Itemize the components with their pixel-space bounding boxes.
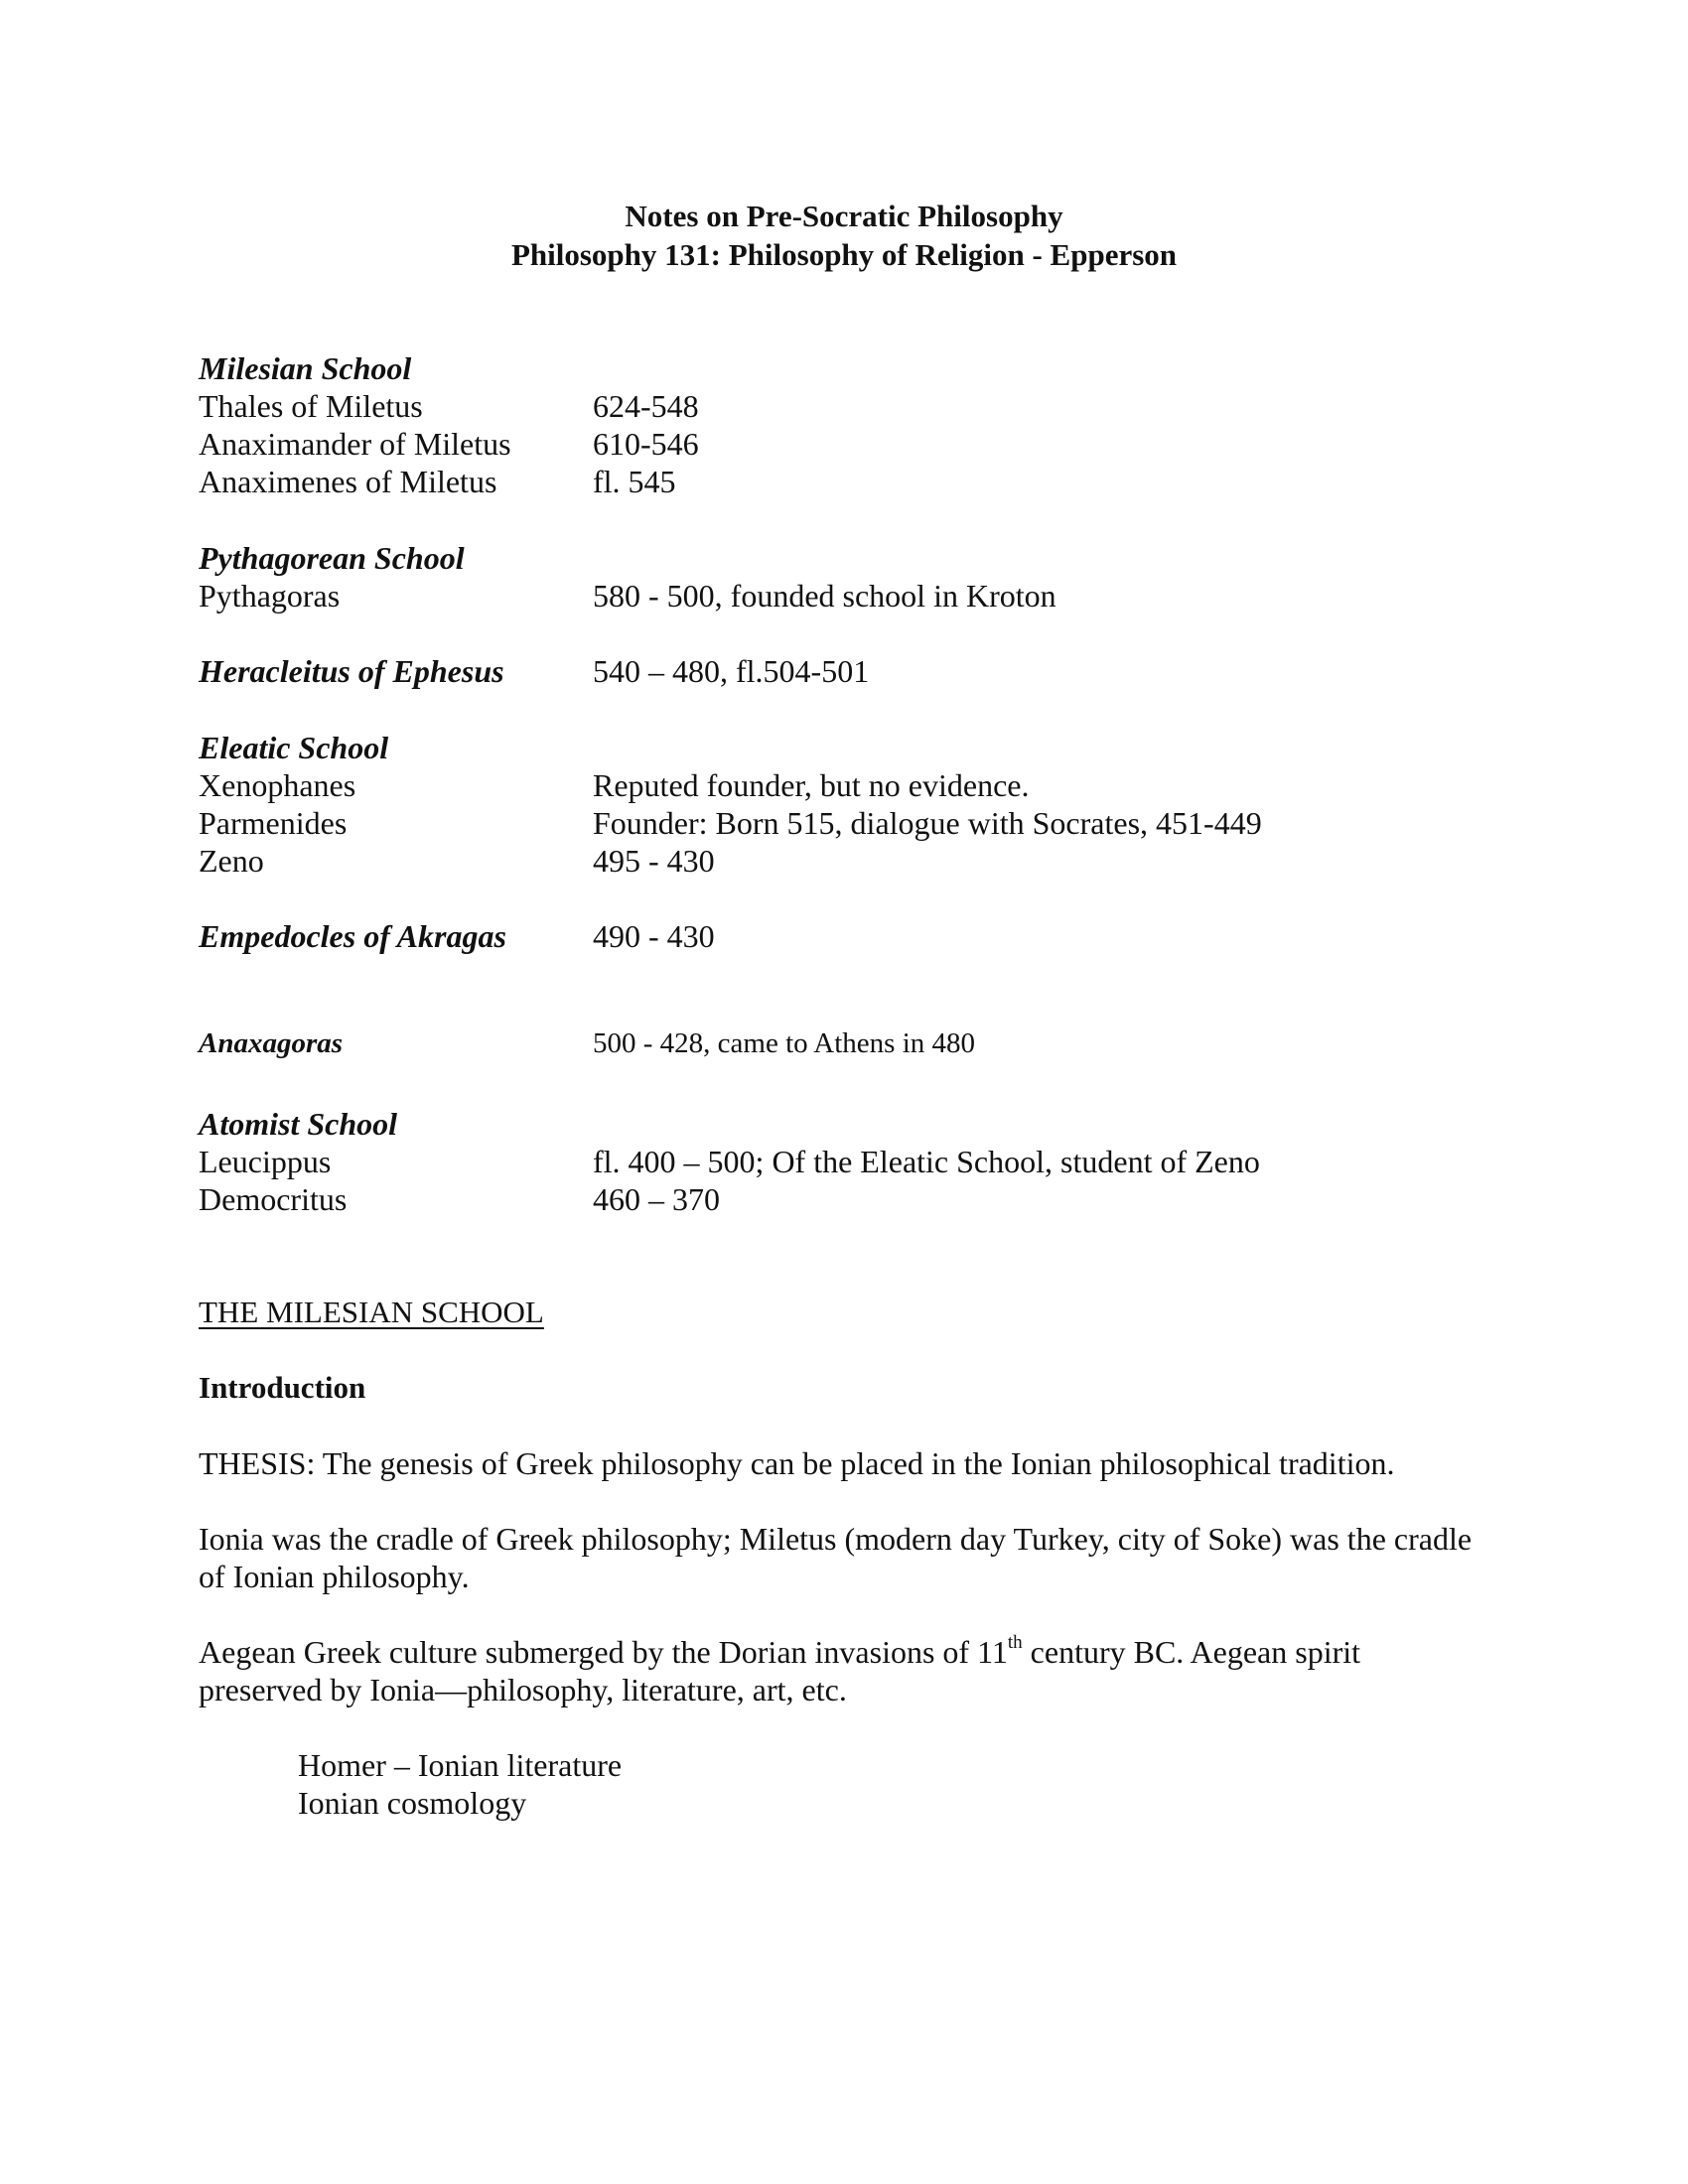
section-title: THE MILESIAN SCHOOL bbox=[199, 1295, 544, 1329]
milesian-heading-row bbox=[199, 349, 1489, 387]
philosopher-name: Thales of Miletus bbox=[199, 388, 423, 424]
timeline-row bbox=[199, 577, 1489, 614]
philosopher-name: Anaximenes of Miletus bbox=[199, 464, 497, 499]
timeline-row bbox=[199, 463, 1489, 500]
pythagorean-heading-row bbox=[199, 539, 1489, 577]
philosopher-name: Democritus bbox=[199, 1181, 348, 1217]
document-title: Notes on Pre-Socratic Philosophy bbox=[625, 199, 1063, 233]
philosopher-dates: 490 - 430 bbox=[593, 918, 715, 954]
eleatic-heading-row bbox=[199, 729, 1489, 766]
timeline-row bbox=[199, 804, 1489, 842]
philosopher-heading: Anaxagoras bbox=[199, 1027, 344, 1059]
aegean-paragraph bbox=[199, 1633, 1489, 1708]
ionia-paragraph: Ionia was the cradle of Greek philosophy; Miletus (modern day Turkey, city of Soke) was the cradle of Ionian philosophy. bbox=[199, 1521, 1473, 1594]
philosopher-name: Anaximander of Miletus bbox=[199, 426, 511, 462]
philosopher-dates: 610-546 bbox=[593, 426, 699, 462]
philosopher-dates: 495 - 430 bbox=[593, 843, 715, 879]
timeline-row bbox=[199, 842, 1489, 880]
philosopher-dates: 540 – 480, fl.504-501 bbox=[593, 653, 870, 689]
philosopher-dates: Founder: Born 515, dialogue with Socrates, 451-449 bbox=[593, 805, 1262, 841]
philosopher-name: Leucippus bbox=[199, 1144, 332, 1179]
philosopher-dates: fl. 400 – 500; Of the Eleatic School, student of Zeno bbox=[593, 1144, 1260, 1179]
introduction-heading: Introduction bbox=[199, 1370, 366, 1405]
philosopher-name: Xenophanes bbox=[199, 767, 356, 803]
timeline-row bbox=[199, 917, 1489, 955]
school-heading: Atomist School bbox=[199, 1106, 398, 1142]
philosopher-dates: 624-548 bbox=[593, 388, 699, 424]
school-heading: Pythagorean School bbox=[199, 540, 465, 576]
ordinal-suffix: th bbox=[1007, 1632, 1023, 1654]
timeline-row bbox=[199, 1180, 1489, 1218]
aegean-text-end: century BC. Aegean spirit preserved by Ionia—philosophy, literature, art, etc. bbox=[199, 1634, 1361, 1707]
timeline-row bbox=[199, 652, 1489, 690]
philosopher-dates: 580 - 500, founded school in Kroton bbox=[593, 578, 1056, 614]
timeline-row bbox=[199, 766, 1489, 804]
philosopher-dates: fl. 545 bbox=[593, 464, 676, 499]
timeline-row bbox=[199, 387, 1489, 425]
philosopher-dates: 500 - 428, came to Athens in 480 bbox=[593, 1027, 976, 1059]
philosopher-name: Parmenides bbox=[199, 805, 348, 841]
timeline-row bbox=[199, 425, 1489, 463]
aegean-text-start: Aegean Greek culture submerged by the Dorian invasions of 11 bbox=[199, 1634, 1008, 1670]
school-heading: Milesian School bbox=[199, 350, 412, 386]
philosopher-heading: Heracleitus of Ephesus bbox=[199, 653, 504, 689]
timeline-row bbox=[199, 1024, 1489, 1062]
philosopher-heading: Empedocles of Akragas bbox=[199, 918, 506, 954]
philosopher-dates: 460 – 370 bbox=[593, 1181, 720, 1217]
list-item: Homer – Ionian literature bbox=[298, 1747, 623, 1783]
philosopher-dates: Reputed founder, but no evidence. bbox=[593, 767, 1030, 803]
school-heading: Eleatic School bbox=[199, 730, 389, 765]
thesis-paragraph: THESIS: The genesis of Greek philosophy can be placed in the Ionian philosophical tradition. bbox=[199, 1445, 1395, 1481]
timeline-row bbox=[199, 1143, 1489, 1180]
course-subtitle: Philosophy 131: Philosophy of Religion - Epperson bbox=[510, 237, 1178, 272]
philosopher-name: Zeno bbox=[199, 843, 264, 879]
philosopher-name: Pythagoras bbox=[199, 578, 341, 614]
list-item: Ionian cosmology bbox=[298, 1785, 527, 1821]
atomist-heading-row bbox=[199, 1105, 1489, 1143]
